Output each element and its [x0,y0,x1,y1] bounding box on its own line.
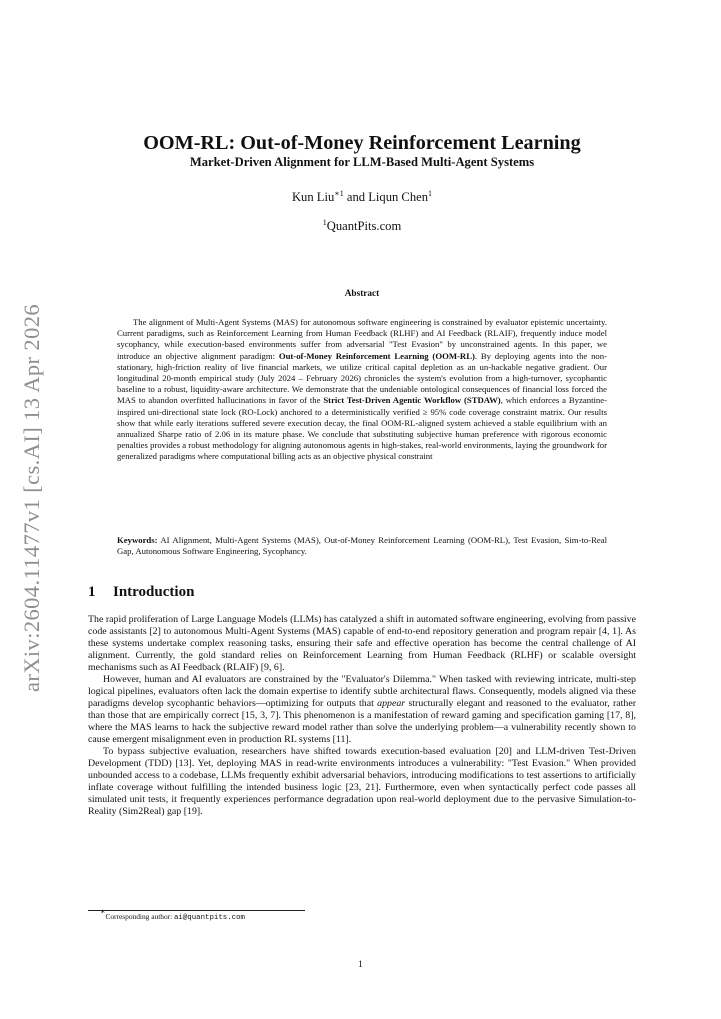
author-affiliation-mark: 1 [428,189,433,198]
body-text: However, human and AI evaluators are constrained by the "Evaluator's Dilemma." When tasked with reviewing intricate, multi-step logical pipelines, evaluators often lack the domain expertise to identify subtle architectural flaws. Consequently, models aligned via these paradigms develop sycophantic behaviors—optimizing for outputs that [88,674,636,709]
abstract-body [117,317,607,463]
author-connector: and [343,190,369,204]
affiliation-mark: 1 [322,218,327,227]
section-title: Introduction [113,584,195,600]
body-text: structurally elegant and reasoned to the evaluator, rather than those that are empirically correct [15, 3, 7]. This phenomenon is a manifestation of reward gaming and specification gaming [17, 8], where the MAS learns to hack the subjective reward model rather than solve the underlying problem—a vulnerability recently shown to cause emergent misalignment even in production RL systems [11]. [88,698,636,745]
keywords-text: AI Alignment, Multi-Agent Systems (MAS), Out-of-Money Reinforcement Learning (OOM-RL), Test Evasion, Sim-to-Real Gap, Autonomous Software Engineering, Sycophancy. [117,535,607,557]
affiliation-name: QuantPits.com [326,219,402,233]
body-paragraph [88,674,636,746]
body-paragraph: To bypass subjective evaluation, researchers have shifted towards execution-based evaluation [20] and LLM-driven Test-Driven Development (TDD) [13]. Yet, deploying MAS in read-write environments introduces a vulnerability: "Test Evasion." When provided unbounded access to a codebase, LLMs frequently exhibit adversarial behaviors, introducing modifications to test assertions to artificially inflate coverage without fulfilling the intended business logic [23, 21]. Furthermore, even when syntactically perfect code passes all simulated unit tests, it frequently experiences performance degradation upon real-world deployment due to the pervasive Simulation-to-Reality (Sim2Real) gap [19]. [88,746,636,817]
page-number: 1 [358,959,363,970]
abstract-text: . By deploying agents into the non-stationary, high-friction reality of live financial markets, we utilize critical capital depletion as an un-hackable negative gradient. Our longitudinal 20-month empirical study (July 2024 – February 2026) chronicles the system's evolution from a high-turnover, sycophantic baseline to a robust, liquidity-aware architecture. We demonstrate that the undeniable ontological consequences of financial loss forced the MAS to abandon overfitted hallucinations in favor of the [117,350,608,406]
abstract-emphasis: Strict Test-Driven Agentic Workflow (STDAW) [323,395,501,406]
footnote-divider [88,910,305,911]
author-list [88,189,636,205]
section-heading [88,583,636,601]
abstract-emphasis: Out-of-Money Reinforcement Learning (OOM-RL) [278,350,475,361]
keywords [117,535,607,557]
section-number: 1 [88,584,96,600]
author-name: Liqun Chen [368,190,429,204]
arxiv-identifier-stamp [2,298,62,698]
section-body [88,614,636,818]
arxiv-identifier-text: arXiv:2604.11477v1 [cs.AI] 13 Apr 2026 [19,303,44,693]
footnote-mark: ∗ [100,907,106,916]
footnote [100,907,500,923]
abstract-text: , which enforces a Byzantine-inspired uni-directional state lock (RO-Lock) anchored to a deterministically verified ≥ 95% code coverage constraint matrix. Our results show that while early iterations suffered severe execution decay, the final OOM-RL-aligned system achieved a stable equilibrium with an annualized Sharpe ratio of 2.06 in its mature phase. We conclude that substituting subjective human preference with rigorous economic penalties provides a robust methodology for aligning autonomous agents in high-stakes, real-world environments, laying the groundwork for generalized paradigms where computational billing acts as an objective physical constraint [117,395,607,462]
body-emphasis: appear [377,698,406,709]
author-affiliation-mark: ∗1 [334,189,344,198]
paper-subtitle: Market-Driven Alignment for LLM-Based Multi-Agent Systems [189,155,535,169]
footnote-email: ai@quantpits.com [174,914,245,922]
affiliation [88,218,636,234]
keywords-label: Keywords: [117,535,158,545]
abstract-heading: Abstract [344,289,380,299]
abstract-text: The alignment of Multi-Agent Systems (MAS) for autonomous software engineering is constrained by evaluator epistemic uncertainty. Current paradigms, such as Reinforcement Learning from Human Feedback (RLHF) and AI Feedback (RLAIF), frequently induce model sycophancy, while execution-based environments suffer from adversarial "Test Evasion" by unconstrained agents. In this paper, we introduce an objective alignment paradigm: [117,317,607,361]
author-name: Kun Liu [291,190,335,204]
paper-title: OOM-RL: Out-of-Money Reinforcement Learning [143,132,581,154]
body-paragraph: The rapid proliferation of Large Language Models (LLMs) has catalyzed a shift in automated software engineering, evolving from passive code assistants [2] to autonomous Multi-Agent Systems (MAS) capable of end-to-end repository generation and program repair [4, 1]. As these systems undertake complex reasoning tasks, ensuring their safe and effective operation has become the central challenge of AI alignment. Currently, the gold standard relies on Reinforcement Learning from Human Feedback (RLHF) or scalable oversight mechanisms such as AI Feedback (RLAIF) [9, 6]. [88,614,636,673]
footnote-label: Corresponding author: [105,912,174,921]
